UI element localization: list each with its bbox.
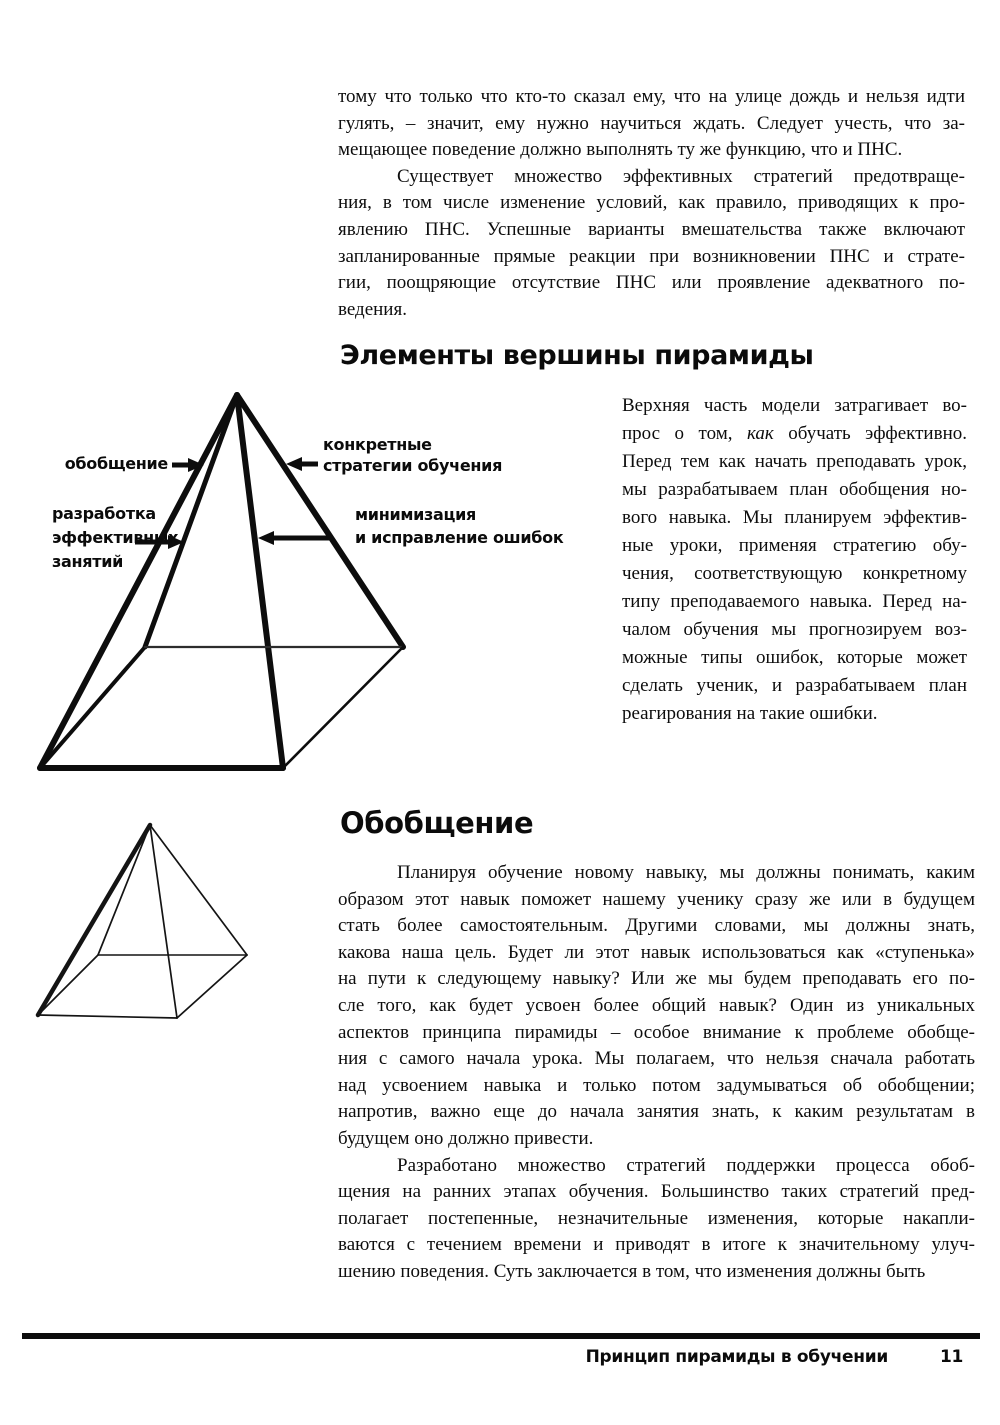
label-error-minimization <box>355 503 563 549</box>
text-line: минимизация <box>355 505 476 524</box>
arrow-minimization-head <box>258 531 274 545</box>
text-line: Перед тем как начать преподавать урок, <box>622 451 967 472</box>
pyramid-figure-svg <box>20 385 610 790</box>
text-line: мещающее поведение должно выполнять ту же функцию, что и ПНС. <box>338 139 903 161</box>
text-line: эффективных <box>52 528 179 547</box>
paragraph <box>338 1153 975 1286</box>
text-line: будущем оно должно привести. <box>338 1127 594 1149</box>
small-pyramid-edge-base-right <box>177 955 247 1018</box>
text-line: конкретные <box>323 435 432 454</box>
text-line: занятий <box>52 552 124 571</box>
paragraph <box>338 164 965 324</box>
small-pyramid-edge-apex-frontleft <box>38 825 150 1015</box>
text-segment: обучать эффективно. <box>773 423 967 444</box>
text-line: можные типы ошибок, которые может <box>622 647 967 668</box>
text-line: чалом обучения мы прогнозируем воз- <box>622 619 967 640</box>
text-line: сле того, как будет усвоен более общий навык? Один из уникальных <box>338 994 975 1016</box>
text-line: мы разрабатываем план обобщения но- <box>622 479 967 500</box>
small-pyramid-figure <box>30 815 260 1030</box>
text-line: тому что только что кто-то сказал ему, что на улице дождь и нельзя идти <box>338 86 965 107</box>
pyramid-body-column <box>622 392 967 728</box>
text-line: Планируя обучение новому навыку, мы должны понимать, каким <box>397 862 975 883</box>
footer-page-number: 11 <box>939 1347 963 1367</box>
text-line: типу преподаваемого навыка. Перед на- <box>622 591 967 612</box>
text-line: вого навыка. Мы планируем эффектив- <box>622 507 967 528</box>
small-pyramid-edge-apex-back <box>98 825 150 955</box>
text-line: явлению ПНС. Успешные варианты вмешательства также включают <box>338 218 965 240</box>
text-line: гии, поощряющие отсутствие ПНС или проявление адекватного по- <box>338 272 965 294</box>
text-line <box>622 420 967 448</box>
text-line: аспектов принципа пирамиды – особое внимание к проблеме обобще- <box>338 1021 975 1043</box>
label-generalization <box>40 454 168 474</box>
footer-running-title: Принцип пирамиды в обучении <box>585 1347 888 1367</box>
text-line: Верхняя часть модели затрагивает во- <box>622 395 967 416</box>
text-segment: как <box>746 423 774 444</box>
text-line: Разработано множество стратегий поддержки процесса обоб- <box>397 1154 975 1176</box>
text-line: ния с самого начала урока. Мы полагаем, что нельзя сначала работать <box>338 1048 975 1070</box>
footer-rule <box>22 1333 980 1339</box>
generalization-text-block <box>338 860 975 1286</box>
pyramid-diagram <box>20 385 610 790</box>
text-line: разработка <box>52 504 156 523</box>
section-title-generalization: Обобщение <box>340 806 534 840</box>
text-line: образом этот навык поможет нашему ученику сразу же или в будущем <box>338 888 975 910</box>
top-text-block <box>338 84 965 323</box>
small-pyramid-edge-apex-right <box>150 825 247 955</box>
page-footer <box>586 1347 963 1367</box>
text-line: над усвоением навыка и только потом задумываться об обобщении; <box>338 1074 975 1096</box>
text-line: напротив, важно еще до начала занятия знать, к каким результатам в <box>338 1101 975 1123</box>
text-line: сделать ученик, и разрабатываем план <box>622 675 967 696</box>
text-line: гулять, – значит, ему нужно научиться ждать. Следует учесть, что за- <box>338 112 965 134</box>
pyramid-edge-apex-frontleft <box>40 395 237 768</box>
label-lesson-development <box>52 502 178 574</box>
text-line: запланированные прямые реакции при возникновении ПНС и страте- <box>338 245 965 267</box>
small-pyramid-edge-base-front <box>38 1015 177 1018</box>
text-line: Существует множество эффективных стратегий предотвраще- <box>397 165 965 187</box>
text-line: реагирования на такие ошибки. <box>622 703 878 724</box>
text-line: ваются с течением времени и приводят в итоге к значительному улуч- <box>338 1234 975 1256</box>
text-line: на пути к следующему навыку? Или же мы будем преподавать его по- <box>338 968 975 990</box>
text-line: чения, соответствующую конкретному <box>622 563 967 584</box>
paragraph <box>338 84 965 164</box>
text-line: полагает постепенные, незначительные изменения, которые накапли- <box>338 1207 975 1229</box>
text-line: и исправление ошибок <box>355 528 564 547</box>
text-line: обобщение <box>64 454 168 473</box>
text-line: какова наша цель. Будет ли этот навык использоваться как «ступенька» <box>338 941 975 963</box>
text-line: ведения. <box>338 298 407 320</box>
text-line: щения на ранних этапах обучения. Большинство таких стратегий пред- <box>338 1181 975 1203</box>
paragraph <box>338 860 975 1153</box>
text-line: ния, в том числе изменение условий, как правило, приводящих к про- <box>338 192 965 214</box>
small-pyramid-edge-apex-front <box>150 825 177 1018</box>
text-line: стратегии обучения <box>323 456 503 475</box>
label-teaching-strategies <box>323 434 502 476</box>
text-line: шению поведения. Суть заключается в том, что изменения должны быть <box>338 1260 926 1282</box>
section-title-pyramid-top: Элементы вершины пирамиды <box>340 340 814 371</box>
pyramid-edge-base-right <box>283 647 403 768</box>
text-line: ные уроки, применяя стратегию обу- <box>622 535 967 556</box>
text-line: стать более самостоятельным. Другими словами, мы должны знать, <box>338 915 975 937</box>
text-segment: прос о том, <box>622 423 747 444</box>
